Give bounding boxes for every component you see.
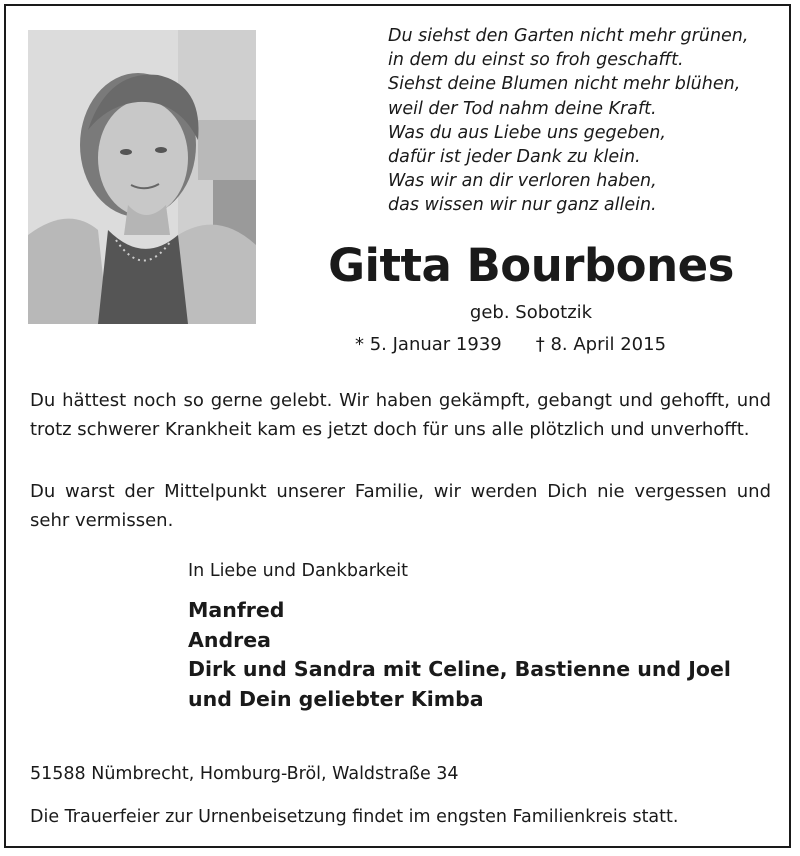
mourner-name: Dirk und Sandra mit Celine, Bastienne und Joel (188, 657, 731, 681)
farewell-paragraph: Du hättest noch so gerne gelebt. Wir haben gekämpft, gebangt und gehofft, und trotz schwerer Krankheit kam es jetzt doch für uns alle plötzlich und unverhofft. (30, 390, 771, 440)
poem-line: Du siehst den Garten nicht mehr grünen, (388, 26, 749, 46)
poem-line: Was du aus Liebe uns gegeben, (388, 122, 666, 143)
deceased-name: Gitta Bourbones (328, 239, 734, 292)
birth-date: * 5. Januar 1939 (355, 334, 502, 355)
mourner-name: und Dein geliebter Kimba (188, 686, 484, 711)
poem-line: Siehst deine Blumen nicht mehr blühen, (388, 74, 741, 95)
poem-line: in dem du einst so froh geschafft. (388, 50, 684, 71)
funeral-notice: Die Trauerfeier zur Urnenbeisetzung findet im engsten Familienkreis statt. (30, 807, 679, 827)
mourner-name: Andrea (188, 627, 271, 652)
poem (388, 24, 788, 218)
life-dates (355, 332, 666, 358)
poem-line: dafür ist jeder Dank zu klein. (388, 147, 641, 168)
greeting: In Liebe und Dankbarkeit (188, 561, 408, 581)
death-date: † 8. April 2015 (535, 334, 667, 355)
address: 51588 Nümbrecht, Homburg-Bröl, Waldstraße 34 (30, 764, 459, 784)
remembrance-paragraph: Du warst der Mittelpunkt unserer Familie, wir werden Dich nie vergessen und sehr vermissen. (30, 481, 771, 531)
poem-line: Was wir an dir verloren haben, (388, 171, 657, 192)
poem-line: weil der Tod nahm deine Kraft. (388, 98, 657, 119)
mourner-name: Manfred (188, 598, 285, 622)
mourners-list (188, 596, 731, 714)
maiden-name: geb. Sobotzik (469, 302, 593, 323)
poem-line: das wissen wir nur ganz allein. (388, 195, 657, 216)
